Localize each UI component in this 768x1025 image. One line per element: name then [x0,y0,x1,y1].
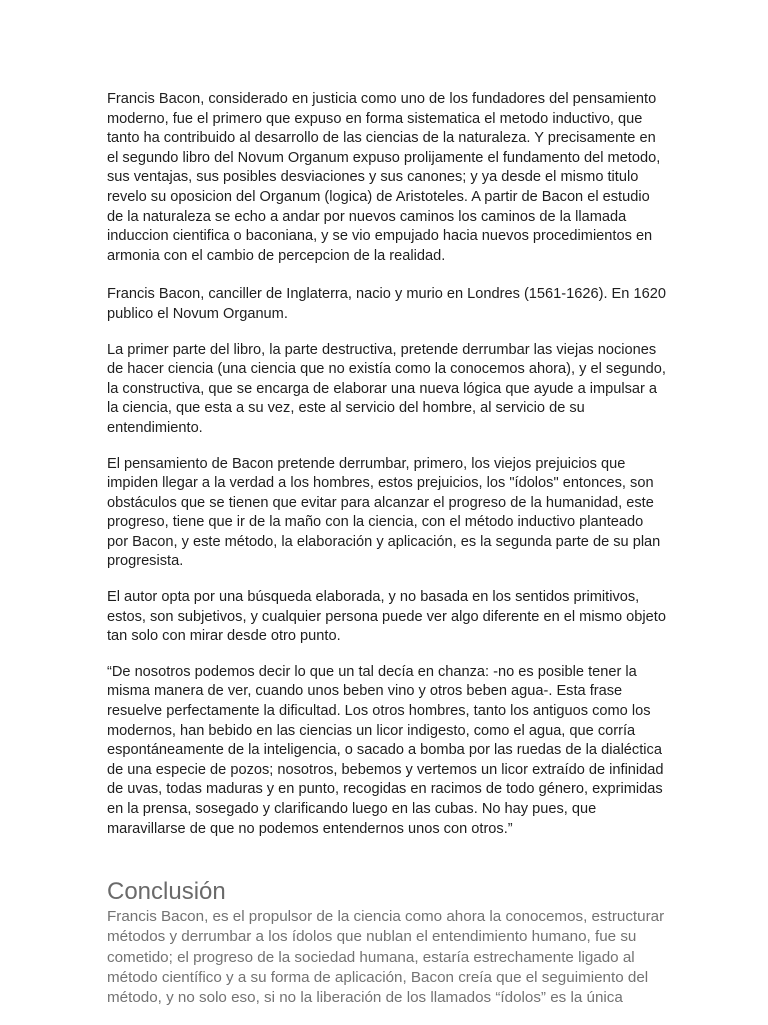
paragraph-bacon-biography: Francis Bacon, canciller de Inglaterra, nacio y murio en Londres (1561-1626). En 1620 publico el Novum Organum. [107,286,666,322]
conclusion-paragraph: Francis Bacon, es el propulsor de la ciencia como ahora la conocemos, estructurar métodos y derrumbar a los ídolos que nublan el entendimiento humano, fue su cometido; el progreso de la sociedad humana, estaría estrechamente ligado al método científico y a su forma de aplicación, Bacon creía que el seguimiento del método, y no solo eso, si no la liberación de los llamados “ídolos” es la única [107,908,665,1007]
paragraph-book-parts: La primer parte del libro, la parte destructiva, pretende derrumbar las viejas nociones de hacer ciencia (una ciencia que no existía como la conocemos ahora), y el segundo, la constructiva, que se encarga de elaborar una nueva lógica que ayude a impulsar a la ciencia, que esta a su vez, este al servicio del hombre, al servicio de su entendimiento. [107,341,666,436]
conclusion-heading: Conclusión [107,878,226,906]
paragraph-bacon-thought: El pensamiento de Bacon pretende derrumbar, primero, los viejos prejuicios que impiden llegar a la verdad a los hombres, estos prejuicios, los "ídolos" entonces, son obstáculos que se tienen que evitar para alcanzar el progreso de la humanidad, este progreso, tiene que ir de la maño con la ciencia, con el método inductivo planteado por Bacon, y este método, la elaboración y aplicación, es la segunda parte de su plan progresista. [107,455,661,570]
paragraph-bacon-intro: Francis Bacon, considerado en justicia como uno de los fundadores del pensamiento moderno, fue el primero que expuso en forma sistematica el metodo inductivo, que tanto ha contribuido al desarrollo de las ciencias de la naturaleza. Y precisamente en el segundo libro del Novum Organum expuso prolijamente el fundamento del metodo, sus ventajas, sus posibles desviaciones y sus canones; y ya desde el mismo titulo revelo su oposicion del Organum (logica) de Aristoteles. A partir de Bacon el estudio de la naturaleza se echo a andar por nuevos caminos los caminos de la llamada induccion cientifica o baconiana, y se vio empujado hacia nuevos procedimientos en armonia con el cambio de percepcion de la realidad. [107,91,661,264]
paragraph-author-search: El autor opta por una búsqueda elaborada, y no basada en los sentidos primitivos, estos, son subjetivos, y cualquier persona puede ver algo diferente en el mismo objeto tan solo con mirar desde otro punto. [107,589,666,645]
document-content [107,90,667,1025]
quote-paragraph: “De nosotros podemos decir lo que un tal decía en chanza: -no es posible tener la misma manera de ver, cuando unos beben vino y otros beben agua-. Esta frase resuelve perfectamente la dificultad. Los otros hombres, tanto los antiguos como los modernos, han bebido en las ciencias un licor indigesto, como el agua, que corría espontáneamente de la inteligencia, o sacado a bomba por las ruedas de la dialéctica de una especie de pozos; nosotros, bebemos y vertemos un licor extraído de infinidad de uvas, todas maduras y en punto, recogidas en racimos de todo género, exprimidas en la prensa, sosegado y clarificando luego en las cubas. No hay pues, que maravillarse de que no podemos entendernos unos con otros.” [107,663,664,837]
